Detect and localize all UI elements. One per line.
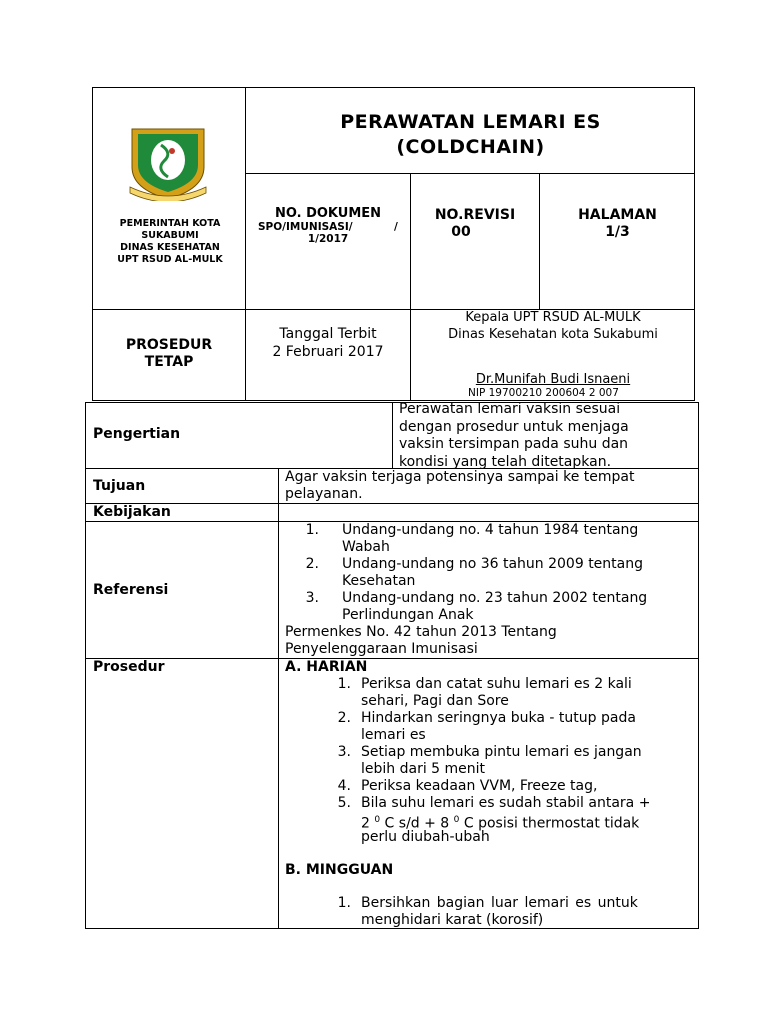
- list-item: 3. Setiap membuka pintu lemari es jangan lebih dari 5 menit: [337, 744, 642, 777]
- doc-number-value-a: SPO/IMUNISASI/: [258, 221, 353, 233]
- approver-nip: NIP 19700210 200604 2 007: [468, 387, 619, 399]
- definition-text: Perawatan lemari vaksin sesuai dengan prosedur untuk menjaga vaksin tersimpan pada suhu dan kondisi yang telah ditetapkan.: [399, 401, 629, 470]
- list-item: 4. Periksa keadaan VVM, Freeze tag,: [337, 778, 598, 794]
- page-value: 1/3: [605, 224, 630, 240]
- list-item: 1. Undang-undang no. 4 tahun 1984 tentang Wabah: [305, 522, 639, 555]
- divider: [392, 402, 393, 468]
- approver-name: Dr.Munifah Budi Isnaeni: [475, 372, 631, 387]
- goal-text: Agar vaksin terjaga potensinya sampai ke tempat pelayanan.: [285, 469, 635, 502]
- list-item: 1. Periksa dan catat suhu lemari es 2 kali sehari, Pagi dan Sore: [337, 676, 632, 709]
- row-label-tujuan: Tujuan: [93, 478, 146, 494]
- section-a-heading: A. HARIAN: [285, 659, 368, 675]
- procedure-type: PROSEDUR TETAP: [125, 337, 213, 370]
- page-label: HALAMAN: [578, 207, 657, 223]
- procedure-content: [285, 659, 695, 929]
- list-item: 5. Bila suhu lemari es sudah stabil antara + 2 $^0$ C s/d + 8 $^0$ C posisi thermostat tidak perlu diubah-ubah: [337, 795, 651, 845]
- divider: [85, 503, 699, 504]
- reference-list: 1. Undang-undang no. 4 tahun 1984 tentang Wabah 2. Undang-undang no 36 tahun 2009 tentang Kesehatan 3. Undang-undang no. 23 tahun 2002 tentang Perlindungan Anak Permenkes No. 42 tahun 2013 Tentang Penyelenggaraan Imunisasi: [285, 522, 695, 658]
- municipal-emblem-logo: [128, 127, 208, 201]
- revision-value: 00: [451, 224, 471, 240]
- list-item: 2. Undang-undang no 36 tahun 2009 tentang Kesehatan: [305, 556, 643, 589]
- org-name: PEMERINTAH KOTA SUKABUMI DINAS KESEHATAN UPT RSUD AL-MULK: [117, 218, 223, 265]
- list-item: 1. Bersihkan bagian luar lemari es untuk menghidari karat (korosif): [337, 895, 638, 928]
- divider: [245, 173, 695, 174]
- revision-label: NO.REVISI: [434, 207, 516, 223]
- issue-date: Tanggal Terbit 2 Februari 2017: [272, 326, 384, 360]
- page-title: PERAWATAN LEMARI ES (COLDCHAIN): [340, 111, 601, 158]
- divider: [539, 173, 540, 309]
- doc-number-label: NO. DOKUMEN: [274, 206, 382, 221]
- doc-number-value-sep: /: [394, 221, 398, 233]
- row-label-kebijakan: Kebijakan: [93, 504, 171, 520]
- list-item: 2. Hindarkan seringnya buka - tutup pada lemari es: [337, 710, 636, 743]
- row-label-referensi: Referensi: [93, 582, 169, 598]
- row-label-pengertian: Pengertian: [93, 426, 181, 442]
- section-b-heading: B. MINGGUAN: [285, 862, 394, 878]
- divider: [278, 468, 279, 929]
- list-item: 3. Undang-undang no. 23 tahun 2002 tentang Perlindungan Anak: [305, 590, 648, 623]
- doc-number-value-b: 1/2017: [307, 233, 349, 245]
- row-label-prosedur: Prosedur: [93, 659, 165, 675]
- approver-title: Kepala UPT RSUD AL-MULK Dinas Kesehatan kota Sukabumi: [448, 310, 658, 342]
